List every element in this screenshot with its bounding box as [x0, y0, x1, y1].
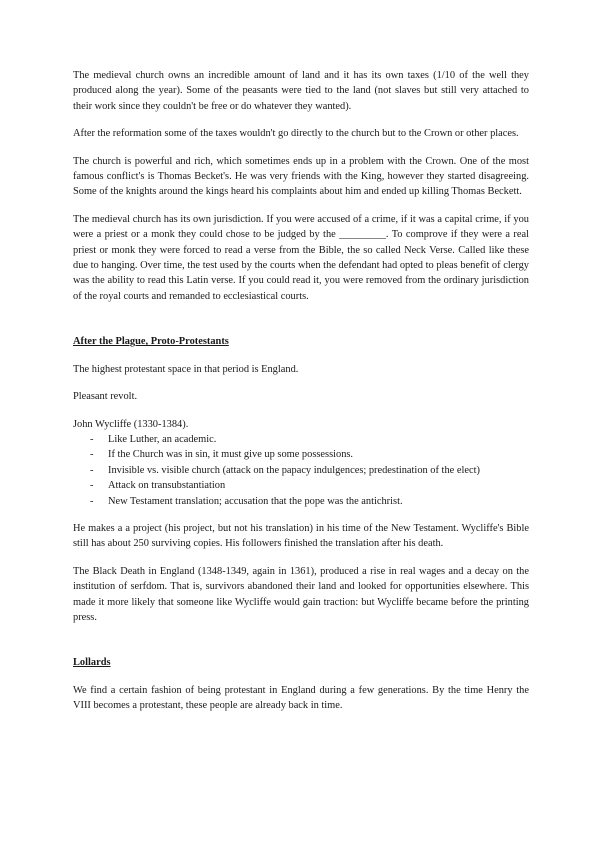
list-item: [73, 432, 529, 447]
heading-after-the-plague: After the Plague, Proto-Protestants: [73, 336, 229, 348]
list-item-text: If the Church was in sin, it must give up some possessions.: [108, 449, 354, 461]
wycliffe-bullet-list: [73, 432, 529, 509]
paragraph-thomas-becket: The church is powerful and rich, which sometimes ends up in a problem with the Crown. One of the most famous conflict's is Thomas Becket's. He was very friends with the King, however they started disagreeing. Some of the knights around the kings heard his complaints about him and ended up killing Thomas Beckett.: [73, 155, 529, 198]
list-item: [73, 463, 529, 478]
bullet-marker: -: [90, 464, 94, 476]
bullet-marker: -: [90, 495, 94, 507]
paragraph-lollards: We find a certain fashion of being protestant in England during a few generations. By the time Henry the VIII becomes a protestant, these people are already back in time.: [73, 684, 529, 712]
paragraph-wycliffe-bible: He makes a a project (his project, but not his translation) in his time of the New Testament. Wycliffe's Bible still has about 250 surviving copies. His followers finished the translation after his death.: [73, 522, 529, 550]
paragraph-jurisdiction: The medieval church has its own jurisdiction. If you were accused of a crime, if it was a capital crime, if you were a priest or a monk they could chose to be judged by the _________. To comprove if they were a real priest or monk they were forced to read a verse from the Bible, the so called Neck Verse. Called like these due to hanging. Over time, the test used by the courts when the defendant had opted to pleas benefit of clergy was the ability to read this Latin verse. If you could read it, you were removed from the ordinary jurisdiction of the royal courts and remanded to ecclesiastical courts.: [73, 213, 529, 302]
list-item: [73, 494, 529, 509]
list-item: [73, 447, 529, 462]
list-item-text: Like Luther, an academic.: [108, 433, 217, 445]
paragraph-church-land: The medieval church owns an incredible amount of land and it has its own taxes (1/10 of the well they produced along the year). Some of the peasants were tied to the land (not slaves but still very attached to their work since they couldn't be free or do whatever they wanted).: [73, 70, 529, 112]
document-page: [73, 68, 529, 714]
paragraph-pleasant-revolt: Pleasant revolt.: [73, 391, 138, 403]
heading-lollards: Lollards: [73, 657, 111, 669]
list-item: [73, 478, 529, 493]
bullet-marker: -: [90, 449, 94, 461]
list-item-text: Attack on transubstantiation: [108, 480, 226, 492]
list-item-text: Invisible vs. visible church (attack on the papacy indulgences; predestination of the elect): [108, 464, 480, 476]
list-item-text: New Testament translation; accusation that the pope was the antichrist.: [108, 495, 403, 507]
bullet-marker: -: [90, 480, 94, 492]
paragraph-reformation-taxes: After the reformation some of the taxes wouldn't go directly to the church but to the Crown or other places.: [73, 128, 519, 140]
bullet-marker: -: [90, 433, 94, 445]
paragraph-black-death: The Black Death in England (1348-1349, again in 1361), produced a rise in real wages and a decay on the institution of serfdom. That is, survivors abandoned their land and looked for opportunities elsewhere. This made it more likely that someone like Wycliffe would gain traction: but Wycliffe became before the printing press.: [73, 565, 529, 623]
paragraph-protestant-space: The highest protestant space in that period is England.: [73, 363, 299, 375]
paragraph-wycliffe-intro: John Wycliffe (1330-1384).: [73, 418, 189, 430]
